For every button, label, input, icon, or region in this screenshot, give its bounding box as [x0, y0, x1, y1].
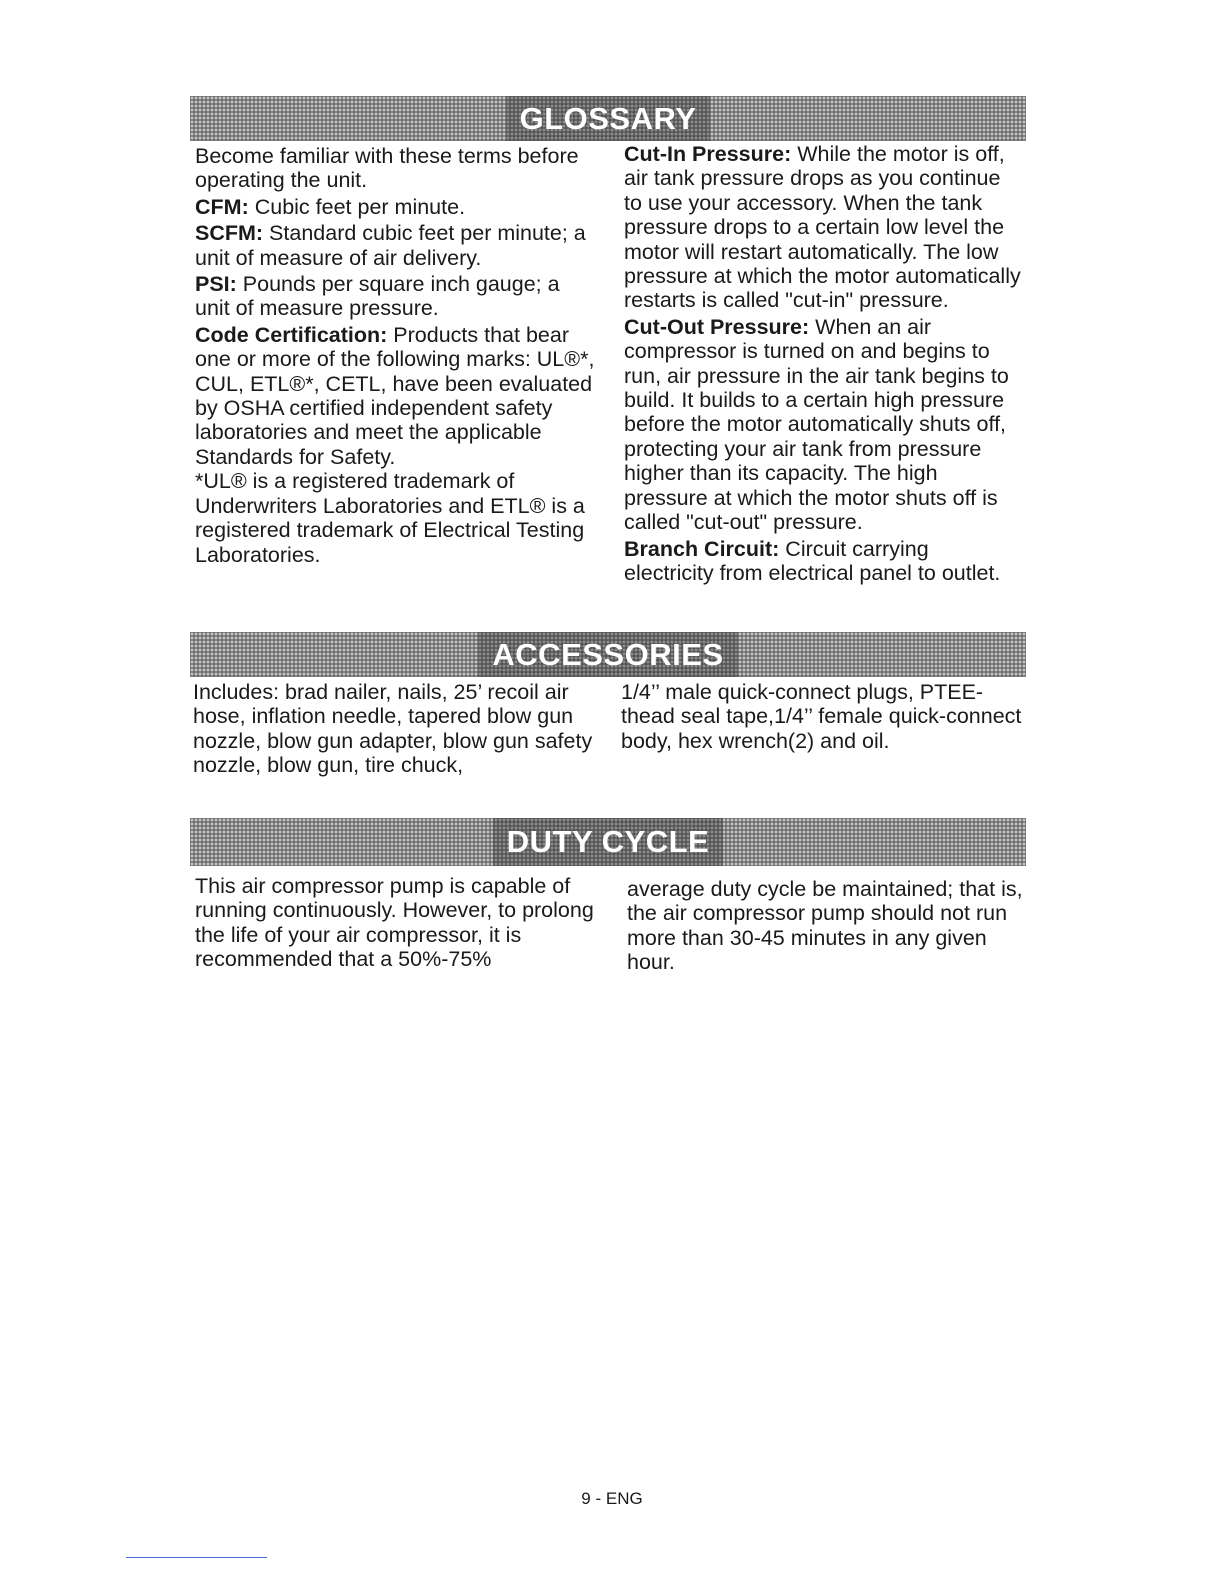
- def-cut-in: While the motor is off, air tank pressure drops as you continue to use your accessory. When the tank pressure drops to a certain low level the motor will restart automatically. The low pressure at which the motor automatically restarts is called "cut-in" pressure.: [624, 142, 1021, 313]
- accessories-text-right: 1/4’’ male quick-connect plugs, PTEE-thead seal tape,1/4’’ female quick-connect body, hex wrench(2) and oil.: [621, 680, 1022, 753]
- glossary-entry-psi: [195, 272, 595, 321]
- glossary-title: GLOSSARY: [506, 96, 711, 141]
- term-psi: PSI:: [195, 272, 237, 297]
- term-branch-circuit: Branch Circuit:: [624, 536, 780, 561]
- duty-cycle-right-column: [627, 877, 1027, 975]
- term-cut-in: Cut-In Pressure:: [624, 142, 792, 166]
- duty-cycle-title: DUTY CYCLE: [493, 818, 724, 866]
- page-number: 9 - ENG: [581, 1489, 643, 1508]
- accessories-title: ACCESSORIES: [478, 632, 737, 677]
- trademark-note: *UL® is a registered trademark of Underwriters Laboratories and ETL® is a registered trademark of Electrical Testing Laboratories.: [195, 469, 585, 567]
- glossary-intro: Become familiar with these terms before operating the unit.: [195, 144, 579, 193]
- duty-cycle-text-left: This air compressor pump is capable of running continuously. However, to prolong the life of your air compressor, it is recommended that a 50%-75%: [195, 874, 594, 972]
- glossary-entry-cut-out: [624, 315, 1024, 535]
- glossary-entry-scfm: [195, 221, 595, 270]
- accessories-banner: [190, 632, 1026, 677]
- duty-cycle-banner: [190, 818, 1026, 866]
- glossary-entry-code-certification: [195, 323, 595, 469]
- accessories-left-column: [193, 680, 603, 778]
- term-cut-out: Cut-Out Pressure:: [624, 314, 810, 339]
- def-code-certification: Products that bear one or more of the following marks: UL®*, CUL, ETL®*, CETL, have been evaluated by OSHA certified independent safety laboratories and meet the applicable Standards for Safety.: [195, 322, 595, 469]
- duty-cycle-left-column: [195, 874, 605, 972]
- bottom-rule: [126, 1557, 267, 1558]
- def-scfm: Standard cubic feet per minute; a unit of measure of air delivery.: [195, 221, 586, 270]
- glossary-entry-cut-in: [624, 142, 1024, 313]
- glossary-entry-cfm: [195, 195, 595, 219]
- term-scfm: SCFM:: [195, 221, 264, 246]
- glossary-entry-branch-circuit: [624, 537, 1024, 586]
- accessories-right-column: [621, 680, 1031, 753]
- glossary-right-column: [624, 142, 1024, 585]
- duty-cycle-text-right: average duty cycle be maintained; that is, the air compressor pump should not run more than 30-45 minutes in any given hour.: [627, 877, 1023, 975]
- def-cut-out: When an air compressor is turned on and begins to run, air pressure in the air tank begins to build. It builds to a certain high pressure before the motor automatically shuts off, protecting your air tank from pressure higher than its capacity. The high pressure at which the motor shuts off is called "cut-out" pressure.: [624, 314, 1009, 535]
- term-code-certification: Code Certification:: [195, 322, 388, 347]
- term-cfm: CFM:: [195, 194, 249, 219]
- accessories-text-left: Includes: brad nailer, nails, 25’ recoil air hose, inflation needle, tapered blow gun nozzle, blow gun adapter, blow gun safety nozzle, blow gun, tire chuck,: [193, 680, 593, 778]
- def-branch-circuit: Circuit carrying electricity from electrical panel to outlet.: [624, 536, 1001, 585]
- glossary-banner: [190, 96, 1026, 141]
- def-cfm: Cubic feet per minute.: [248, 194, 466, 219]
- glossary-left-column: [195, 144, 595, 567]
- def-psi: Pounds per square inch gauge; a unit of measure pressure.: [195, 272, 560, 321]
